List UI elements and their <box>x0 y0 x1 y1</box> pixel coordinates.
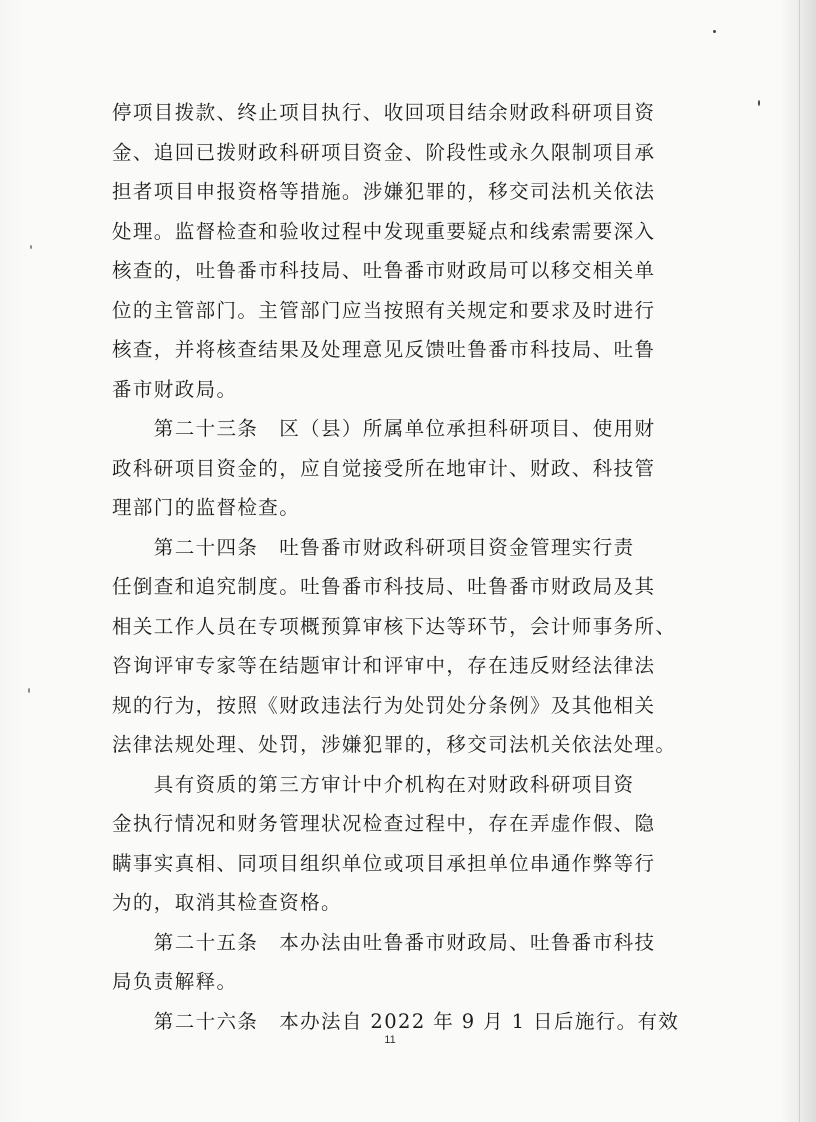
text-line: 为的，取消其检查资格。 <box>112 891 342 914</box>
text-line: 相关工作人员在专项概预算审核下达等环节，会计师事务所、 <box>112 614 677 638</box>
text-line: 处理。监督检查和验收过程中发现重要疑点和线索需要深入 <box>112 219 656 243</box>
scan-speck <box>30 245 32 249</box>
text-line: 瞒事实真相、同项目组织单位或项目承担单位串通作弊等行 <box>112 851 656 875</box>
text-line: 核查，并将核查结果及处理意见反馈吐鲁番市科技局、吐鲁 <box>112 338 656 361</box>
page-number: 11 <box>384 1034 396 1046</box>
text-line: 位的主管部门。主管部门应当按照有关规定和要求及时进行 <box>112 298 656 322</box>
article-23-line: 第二十三条 区（县）所属单位承担科研项目、使用财 <box>112 417 656 440</box>
text-line: 任倒查和追究制度。吐鲁番市科技局、吐鲁番市财政局及其 <box>112 575 656 598</box>
paragraph-line: 具有资质的第三方审计中介机构在对财政科研项目资 <box>112 772 635 796</box>
text-line: 法律法规处理、处罚，涉嫌犯罪的，移交司法机关依法处理。 <box>112 733 677 756</box>
text-line: 政科研项目资金的，应自觉接受所在地审计、财政、科技管 <box>112 456 656 480</box>
text-line: 规的行为，按照《财政违法行为处罚处分条例》及其他相关 <box>112 693 656 717</box>
scan-speck <box>758 100 760 106</box>
page-edge <box>799 0 800 1122</box>
text-line: 担者项目申报资格等措施。涉嫌犯罪的，移交司法机关依法 <box>112 180 656 203</box>
text-line: 咨询评审专家等在结题审计和评审中，存在违反财经法律法 <box>112 654 656 677</box>
body-text <box>112 93 680 1041</box>
text-line: 金、追回已拨财政科研项目资金、阶段性或永久限制项目承 <box>112 140 656 164</box>
text-line: 局负责解释。 <box>112 970 238 993</box>
article-24-line: 第二十四条 吐鲁番市财政科研项目资金管理实行责 <box>112 535 635 559</box>
scan-speck <box>713 30 716 33</box>
article-25-line: 第二十五条 本办法由吐鲁番市财政局、吐鲁番市科技 <box>112 930 656 954</box>
text-line: 番市财政局。 <box>112 377 238 401</box>
text-line: 核查的，吐鲁番市科技局、吐鲁番市财政局可以移交相关单 <box>112 259 656 282</box>
article-26-line: 第二十六条 本办法自 2022 年 9 月 1 日后施行。有效 <box>112 1009 680 1033</box>
scan-speck <box>28 688 30 693</box>
text-line: 金执行情况和财务管理状况检查过程中，存在弄虚作假、隐 <box>112 812 656 835</box>
text-line: 停项目拨款、终止项目执行、收回项目结余财政科研项目资 <box>112 101 656 124</box>
text-line: 理部门的监督检查。 <box>112 496 301 519</box>
